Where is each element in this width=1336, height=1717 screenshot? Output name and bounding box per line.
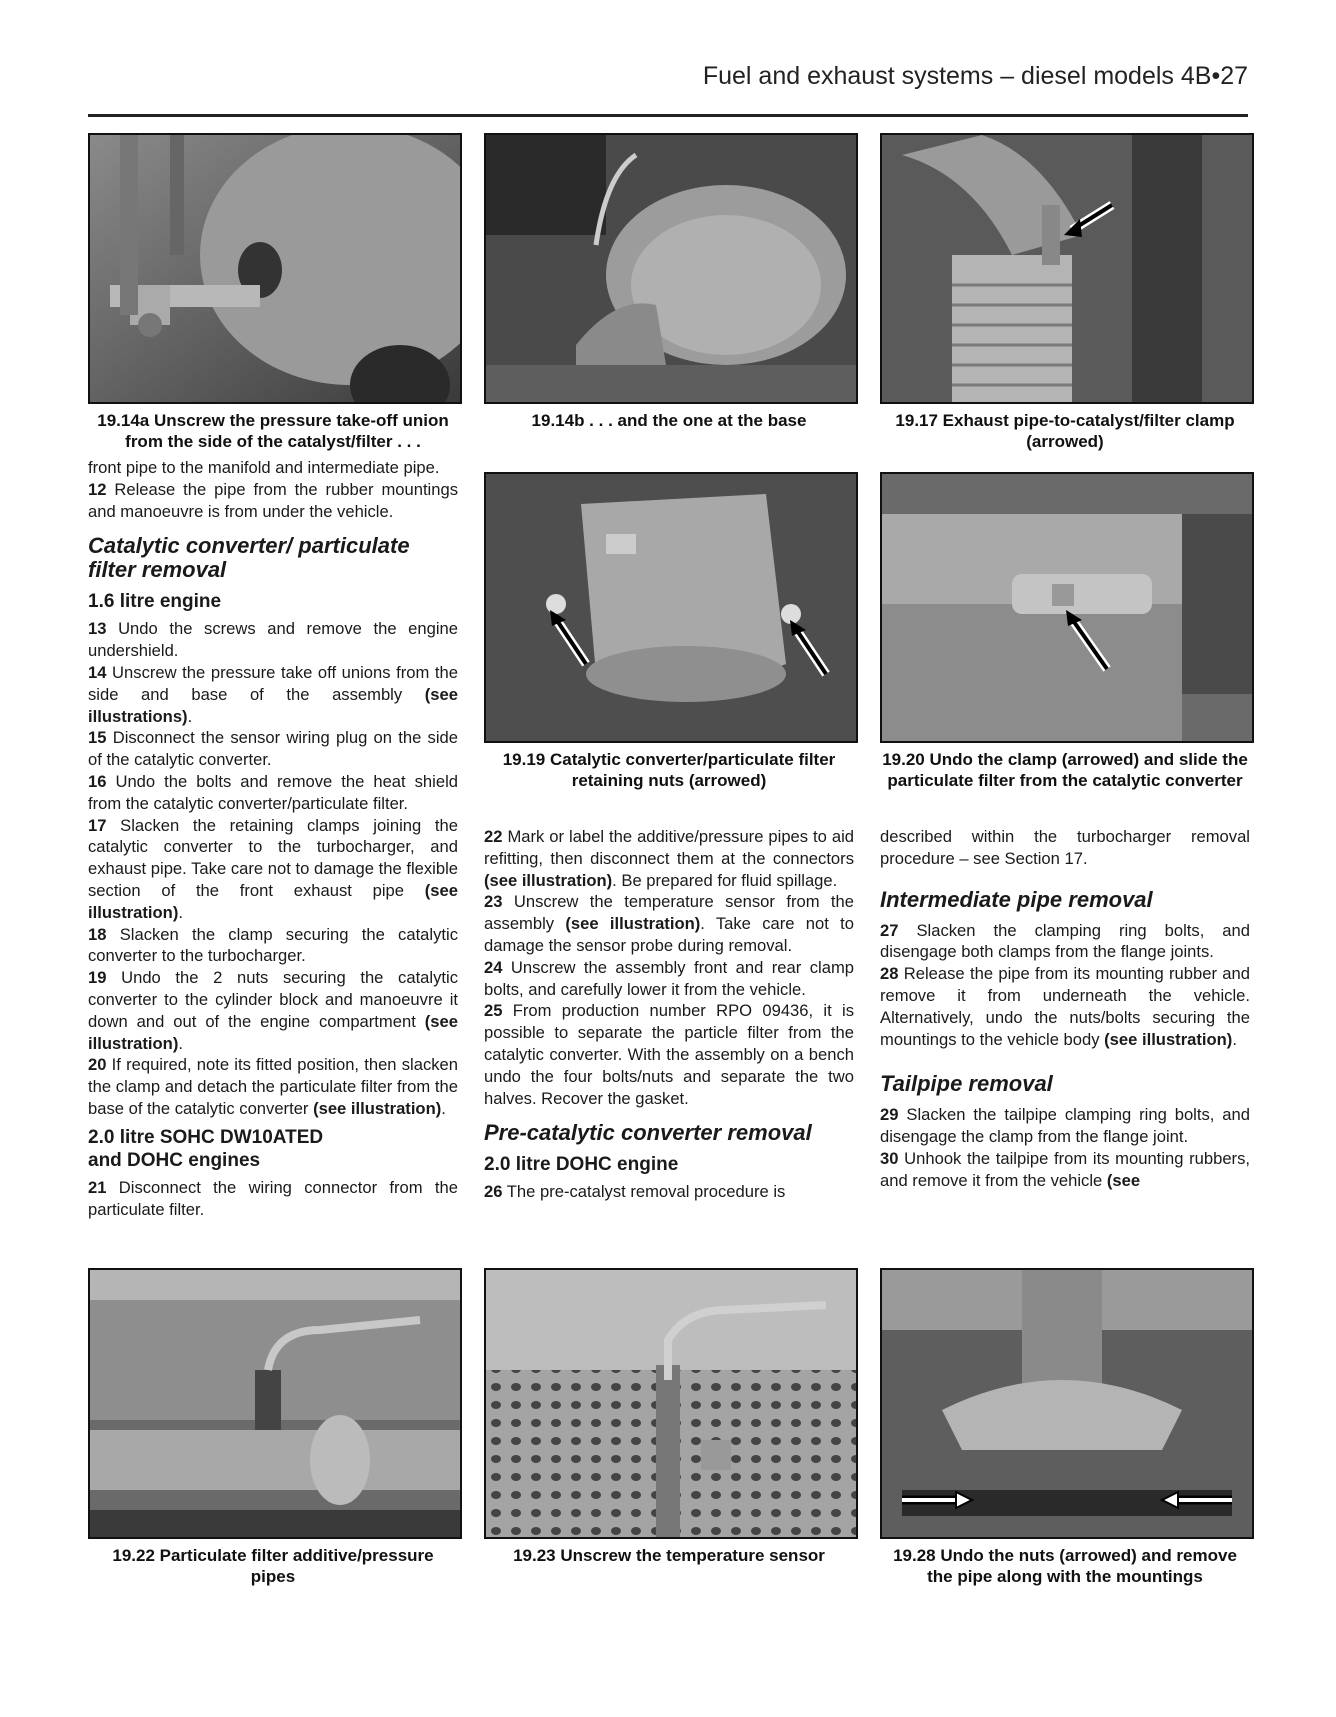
paragraph-26: 26 The pre-catalyst removal procedure is [484,1182,786,1202]
page-header-title: Fuel and exhaust systems – diesel models 4B•27 [702,62,1248,90]
paragraph-15: 15 Disconnect the sensor wiring plug on the side of the catalytic converter. [88,728,458,770]
paragraph-12: 12 Release the pipe from the rubber mountings and manoeuvre is from under the vehicle. [88,479,458,521]
text-column-3 [880,826,1250,1192]
photo-19-17 [880,133,1254,404]
caption-19-14a: 19.14a Unscrew the pressure take-off union from the side of the catalyst/filter . . . [97,411,449,451]
text-column-2 [484,826,854,1203]
paragraph-28: 28 Release the pipe from its mounting rubber and remove it from underneath the vehicle. Alternatively, undo the nuts/bolts securing the mountings to the vehicle body (see illustration). [880,964,1250,1049]
heading-intermediate-pipe: Intermediate pipe removal [880,886,1153,912]
paragraph-14: 14 Unscrew the pressure take off unions from the side and base of the assembly (see illustrations). [88,662,458,726]
paragraph: front pipe to the manifold and intermediate pipe. [88,458,440,477]
caption-19-23: 19.23 Unscrew the temperature sensor [513,1546,825,1565]
paragraph-20: 20 If required, note its fitted position, then slacken the clamp and detach the particulate filter from the base of the catalytic converter (see illustration). [88,1055,458,1118]
photo-19-14a [88,133,462,404]
caption-19-14b: 19.14b . . . and the one at the base [531,411,807,430]
caption-19-20: 19.20 Undo the clamp (arrowed) and slide the particulate filter from the catalytic converter [882,750,1248,790]
caption-19-17: 19.17 Exhaust pipe-to-catalyst/filter clamp (arrowed) [895,411,1235,451]
photo-19-22 [88,1268,462,1539]
caption-19-28: 19.28 Undo the nuts (arrowed) and remove the pipe along with the mountings [893,1546,1237,1586]
photo-19-14b [484,133,858,404]
heading-2-0-litre: 2.0 litre SOHC DW10ATED and DOHC engines [88,1126,324,1171]
paragraph-22: 22 Mark or label the additive/pressure pipes to aid refitting, then disconnect them at the connectors (see illustration). Be prepared for fluid spillage. [484,827,854,890]
paragraph-continued: described within the turbocharger removal procedure – see Section 17. [880,827,1250,868]
paragraph-17: 17 Slacken the retaining clamps joining the catalytic converter to the turbocharger, and exhaust pipe. Take care not to damage the flexible section of the front exhaust pipe (see illustration). [88,815,458,922]
heading-pre-catalytic: Pre-catalytic converter removal [484,1120,812,1146]
page-header [88,58,1248,117]
photo-19-19 [484,472,858,743]
heading-1-6-litre: 1.6 litre engine [88,591,222,613]
paragraph-13: 13 Undo the screws and remove the engine undershield. [88,619,458,661]
heading-tailpipe: Tailpipe removal [880,1071,1053,1097]
paragraph-19: 19 Undo the 2 nuts securing the catalytic converter to the cylinder block and manoeuvre it down and out of the engine compartment (see illustration). [88,968,458,1053]
paragraph-27: 27 Slacken the clamping ring bolts, and disengage both clamps from the flange joints. [880,920,1250,962]
paragraph-23: 23 Unscrew the temperature sensor from the assembly (see illustration). Take care not to damage the sensor probe during removal. [484,892,854,955]
paragraph-16: 16 Undo the bolts and remove the heat shield from the catalytic converter/particulate filter. [88,771,458,813]
paragraph-24: 24 Unscrew the assembly front and rear clamp bolts, and carefully lower it from the vehicle. [484,957,854,999]
caption-19-22: 19.22 Particulate filter additive/pressure pipes [112,1546,434,1586]
photo-19-28 [880,1268,1254,1539]
paragraph-21: 21 Disconnect the wiring connector from the particulate filter. [88,1177,458,1219]
heading-catalytic-converter: Catalytic converter/ particulate filter removal [88,533,410,583]
heading-2-0-litre-dohc: 2.0 litre DOHC engine [484,1154,679,1176]
paragraph-18: 18 Slacken the clamp securing the catalytic converter to the turbocharger. [88,924,458,966]
photo-19-20 [880,472,1254,743]
photo-19-23 [484,1268,858,1539]
paragraph-29: 29 Slacken the tailpipe clamping ring bolts, and disengage the clamp from the flange joint. [880,1105,1250,1147]
text-column-1 [88,457,458,1220]
paragraph-25: 25 From production number RPO 09436, it is possible to separate the particle filter from the catalytic converter. With the assembly on a bench undo the four bolts/nuts and separate the two halves. Recover the gasket. [484,1001,854,1108]
paragraph-30: 30 Unhook the tailpipe from its mounting rubbers, and remove it from the vehicle (see [880,1148,1250,1190]
caption-19-19: 19.19 Catalytic converter/particulate filter retaining nuts (arrowed) [502,750,836,790]
